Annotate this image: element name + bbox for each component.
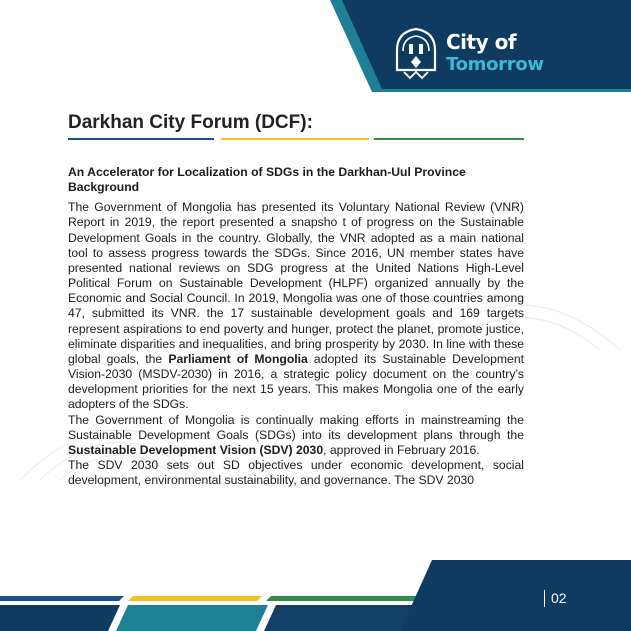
- city-emblem-icon: [394, 26, 438, 84]
- title-rule-green: [374, 138, 524, 140]
- paragraph-2: [68, 413, 524, 458]
- paragraph-1-text-b: adopted its Sustainable Development Vision-2030 (MSDV-2030) in 2016, a strategic policy document on the country’s development priorities for the next 15 years. This makes Mongolia one of the early adopters of the SDGs.: [68, 351, 524, 412]
- paragraph-1: [68, 200, 524, 412]
- page-title: Darkhan City Forum (DCF):: [68, 112, 313, 133]
- background-heading: Background: [68, 180, 140, 195]
- paragraph-2-text-a: The Government of Mongolia is continually making efforts in mainstreaming the Sustainable Development Goals (SDGs) into its development plans through the: [68, 412, 524, 442]
- title-rule-blue: [68, 138, 214, 140]
- logo-text-tomorrow: Tomorrow: [446, 54, 544, 75]
- city-of-tomorrow-logo: [394, 26, 614, 86]
- parliament-of-mongolia-bold: Parliament of Mongolia: [168, 351, 308, 366]
- logo-text-city-of: City of: [446, 30, 517, 54]
- paragraph-3: The SDV 2030 sets out SD objectives under economic development, social development, environmental sustainability, and governance. The SDV 2030: [68, 457, 524, 488]
- paragraph-1-text-a: The Government of Mongolia has presented its Voluntary National Review (VNR) Report in 2019, the report presented a snapsho t of progress on the Sustainable Development Goals in the country. Globally, the VNR adopted as a main national tool to assess progress towards the SDGs. Since 2016, UN member states have presented national reviews on SDG progress at the United Nations High-Level Political Forum on Sustainable Development (HLPF) organized annually by the Economic and Social Council. In 2019, Mongolia was one of those countries among 47, submitted its VNR. the 17 sustainable development goals and 169 targets represent aspirations to end poverty and hunger, protect the planet, promote justice, eliminate disparities and inequalities, and bring prosperity by 2030. In line with these global goals, the: [68, 200, 524, 366]
- article-heading: An Accelerator for Localization of SDGs in the Darkhan-Uul Province: [68, 165, 466, 179]
- title-rule-yellow: [221, 138, 369, 140]
- page-number: 02: [544, 590, 567, 607]
- article-body: [68, 165, 524, 488]
- sdv-2030-bold: Sustainable Development Vision (SDV) 2030: [68, 442, 324, 457]
- footer-band: [0, 560, 631, 631]
- paragraph-2-text-b: , approved in February 2016.: [323, 442, 480, 457]
